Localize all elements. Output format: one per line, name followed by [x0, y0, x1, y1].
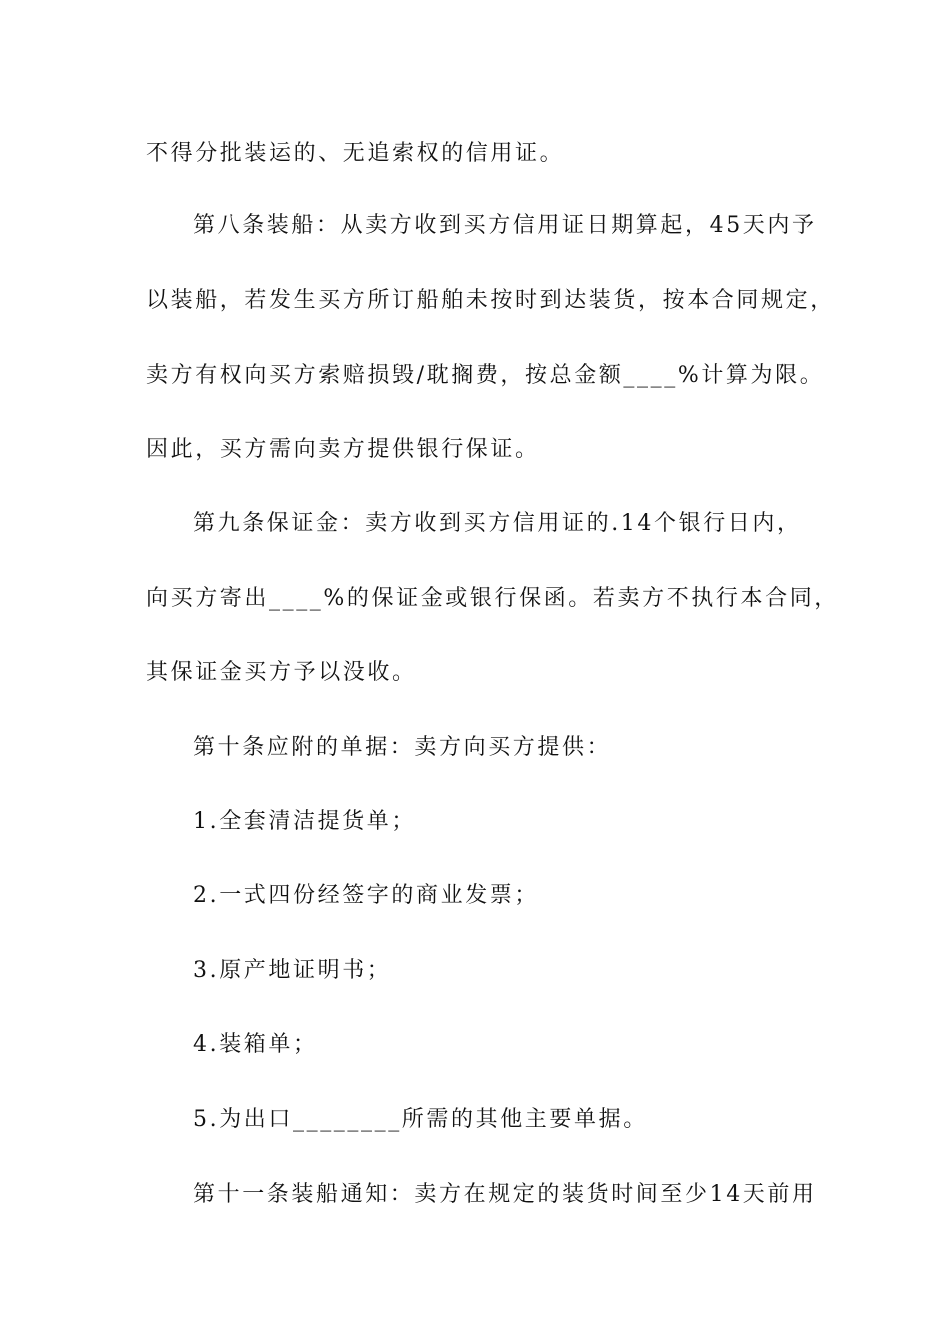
- clause-8-line-2: 以装船，若发生买方所订船舶未按时到达装货，按本合同规定，: [146, 288, 835, 313]
- clause-8-line-4: 因此，买方需向卖方提供银行保证。: [146, 437, 540, 462]
- clause-8-line-1: 第八条装船：从卖方收到买方信用证日期算起，45天内予: [193, 213, 817, 238]
- list-item-5: 5.为出口________所需的其他主要单据。: [193, 1107, 648, 1132]
- clause-9-line-3: 其保证金买方予以没收。: [146, 660, 417, 685]
- list-item-3: 3.原产地证明书；: [193, 958, 392, 983]
- clause-11-line-1: 第十一条装船通知：卖方在规定的装货时间至少14天前用: [193, 1182, 817, 1207]
- list-item-1: 1.全套清洁提货单；: [193, 809, 416, 834]
- list-item-2: 2.一式四份经签字的商业发票；: [193, 883, 539, 908]
- clause-9-line-1: 第九条保证金：卖方收到买方信用证的.14个银行日内，: [193, 511, 802, 536]
- list-item-4: 4.装箱单；: [193, 1032, 318, 1057]
- clause-8-line-3: 卖方有权向买方索赔损毁/耽搁费，按总金额____%计算为限。: [146, 363, 825, 388]
- clause-9-line-2: 向买方寄出____%的保证金或银行保函。若卖方不执行本合同，: [146, 586, 839, 611]
- text-line-continuation: 不得分批装运的、无追索权的信用证。: [146, 141, 565, 166]
- clause-10-heading: 第十条应附的单据：卖方向买方提供：: [193, 735, 612, 760]
